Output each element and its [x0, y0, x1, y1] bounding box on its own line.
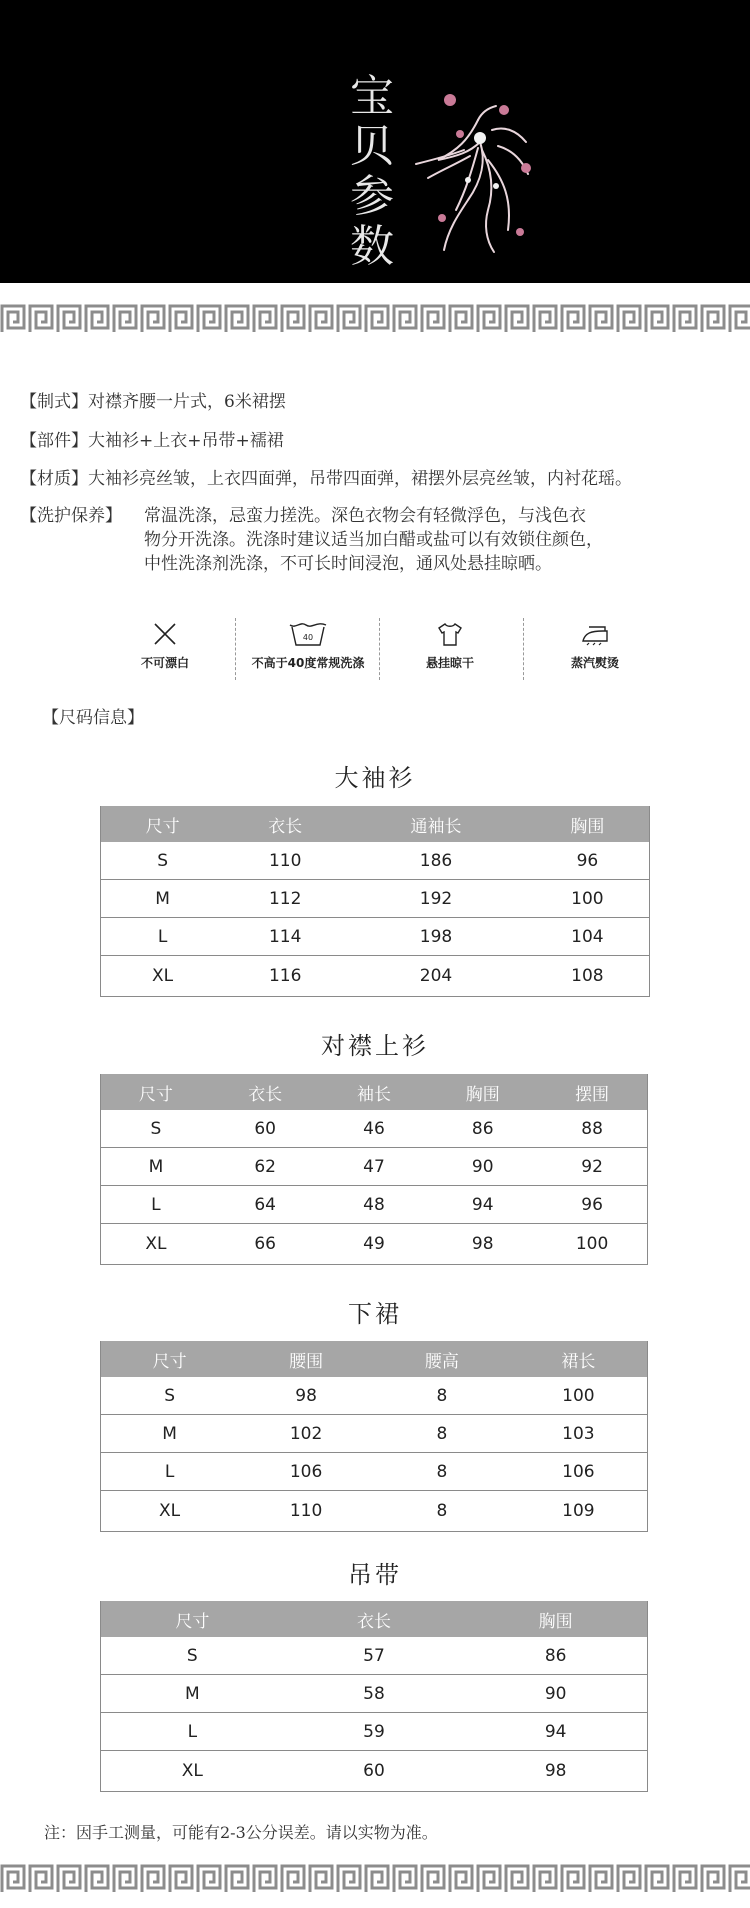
table-cell: 92	[537, 1148, 647, 1186]
table-row	[101, 1224, 648, 1265]
table-cell: L	[101, 1453, 239, 1491]
steam-iron-icon	[525, 614, 665, 654]
header-cell: 腰高	[374, 1341, 510, 1377]
table-row	[101, 880, 650, 918]
table-row	[101, 1110, 648, 1148]
table-header-row	[101, 1074, 648, 1110]
table-cell: 96	[526, 842, 650, 880]
page-title	[348, 72, 396, 272]
table-cell: 59	[284, 1713, 465, 1751]
header-cell: 衣长	[224, 806, 346, 842]
table-row	[101, 1377, 648, 1415]
table-row	[101, 1637, 648, 1675]
table-cell: 8	[374, 1453, 510, 1491]
wash-40-icon	[238, 614, 378, 654]
table-cell: 116	[224, 956, 346, 997]
table-title: 大袖衫	[334, 764, 416, 792]
header-cell: 尺寸	[101, 1074, 211, 1110]
table-header-row	[101, 806, 650, 842]
table-row	[101, 1491, 648, 1532]
table-cell: 109	[510, 1491, 648, 1532]
table-cell: L	[101, 1186, 211, 1224]
table-row	[101, 842, 650, 880]
svg-text:40: 40	[302, 633, 314, 642]
table-row	[101, 918, 650, 956]
table-cell: 47	[320, 1148, 429, 1186]
table-cell: XL	[101, 956, 225, 997]
table-cell: 108	[526, 956, 650, 997]
table-cell: 60	[284, 1751, 465, 1792]
title-char: 宝	[350, 71, 394, 122]
header-cell: 通袖长	[346, 806, 526, 842]
table-cell: 62	[211, 1148, 320, 1186]
table-cell: 98	[464, 1751, 647, 1792]
table-row	[101, 1148, 648, 1186]
table-title: 对襟上衫	[321, 1032, 429, 1060]
header-cell: 衣长	[211, 1074, 320, 1110]
table-cell: 96	[537, 1186, 647, 1224]
header-cell: 胸围	[428, 1074, 537, 1110]
table-cell: 90	[464, 1675, 647, 1713]
size-table-top	[100, 1074, 648, 1265]
header-cell: 袖长	[320, 1074, 429, 1110]
care-wash: 40 不高于40度常规洗涤	[238, 614, 378, 671]
table-row	[101, 1186, 648, 1224]
table-title: 下裙	[348, 1300, 402, 1328]
table-cell: 192	[346, 880, 526, 918]
care-no-bleach: 不可漂白	[95, 614, 235, 671]
table-row	[101, 1415, 648, 1453]
table-cell: 100	[537, 1224, 647, 1265]
table-row	[101, 1713, 648, 1751]
table-cell: XL	[101, 1491, 239, 1532]
table-cell: 94	[428, 1186, 537, 1224]
table-cell: M	[101, 1675, 284, 1713]
care-hang-dry: 悬挂晾干	[380, 614, 520, 671]
info-line-care: 【洗护保养】	[20, 506, 122, 526]
table-cell: 98	[238, 1377, 374, 1415]
size-table-camisole	[100, 1601, 648, 1792]
info-line-material: 【材质】大袖衫亮丝皱，上衣四面弹，吊带四面弹，裙摆外层亮丝皱，内衬花瑶。	[20, 469, 632, 489]
header-banner	[0, 0, 750, 283]
table-cell: 204	[346, 956, 526, 997]
table-cell: 90	[428, 1148, 537, 1186]
table-cell: 49	[320, 1224, 429, 1265]
table-cell: 57	[284, 1637, 465, 1675]
title-char: 贝	[350, 121, 394, 172]
table-cell: 98	[428, 1224, 537, 1265]
table-cell: 86	[428, 1110, 537, 1148]
table-cell: 8	[374, 1377, 510, 1415]
table-cell: 106	[510, 1453, 648, 1491]
header-cell: 尺寸	[101, 1601, 284, 1637]
table-cell: 103	[510, 1415, 648, 1453]
table-title: 吊带	[348, 1561, 402, 1589]
info-line-parts: 【部件】大袖衫+上衣+吊带+襦裙	[20, 431, 284, 451]
table-cell: 102	[238, 1415, 374, 1453]
table-row	[101, 1675, 648, 1713]
table-cell: 112	[224, 880, 346, 918]
table-cell: 106	[238, 1453, 374, 1491]
table-cell: M	[101, 880, 225, 918]
header-cell: 胸围	[464, 1601, 647, 1637]
table-cell: 104	[526, 918, 650, 956]
table-cell: 110	[224, 842, 346, 880]
header-cell: 胸围	[526, 806, 650, 842]
table-cell: XL	[101, 1751, 284, 1792]
table-cell: 66	[211, 1224, 320, 1265]
measurement-note: 注：因手工测量，可能有2-3公分误差。请以实物为准。	[44, 1823, 438, 1842]
size-table-skirt	[100, 1341, 648, 1532]
header-cell: 尺寸	[101, 806, 225, 842]
table-cell: 114	[224, 918, 346, 956]
table-cell: 86	[464, 1637, 647, 1675]
table-cell: XL	[101, 1224, 211, 1265]
header-cell: 腰围	[238, 1341, 374, 1377]
table-cell: 88	[537, 1110, 647, 1148]
header-cell: 尺寸	[101, 1341, 239, 1377]
table-cell: 64	[211, 1186, 320, 1224]
greek-key-border-top	[0, 302, 750, 336]
size-table-robe	[100, 806, 650, 997]
title-char: 数	[350, 221, 394, 272]
divider	[235, 618, 236, 680]
hang-dry-icon	[380, 614, 520, 654]
table-cell: 8	[374, 1491, 510, 1532]
info-line-format: 【制式】对襟齐腰一片式，6米裙摆	[20, 392, 286, 412]
table-cell: 186	[346, 842, 526, 880]
table-cell: S	[101, 1377, 239, 1415]
table-cell: 48	[320, 1186, 429, 1224]
table-cell: S	[101, 1110, 211, 1148]
title-char: 参	[350, 171, 394, 222]
table-cell: L	[101, 918, 225, 956]
table-header-row	[101, 1601, 648, 1637]
table-cell: M	[101, 1415, 239, 1453]
table-cell: 198	[346, 918, 526, 956]
table-cell: 94	[464, 1713, 647, 1751]
table-cell: 60	[211, 1110, 320, 1148]
phoenix-illustration	[408, 90, 538, 260]
table-row	[101, 1751, 648, 1792]
header-cell: 摆围	[537, 1074, 647, 1110]
table-row	[101, 1453, 648, 1491]
no-bleach-icon	[95, 614, 235, 654]
table-cell: 8	[374, 1415, 510, 1453]
header-cell: 衣长	[284, 1601, 465, 1637]
table-cell: 58	[284, 1675, 465, 1713]
greek-key-border-bottom	[0, 1862, 750, 1896]
table-cell: M	[101, 1148, 211, 1186]
table-row	[101, 956, 650, 997]
header-cell: 裙长	[510, 1341, 648, 1377]
care-instructions: 常温洗涤，忌蛮力搓洗。深色衣物会有轻微浮色，与浅色衣 物分开洗涤。洗涤时建议适当加白醋或盐可以有效锁住颜色， 中性洗涤剂洗涤，不可长时间浸泡，通风处悬挂晾晒。	[144, 506, 603, 574]
table-cell: L	[101, 1713, 284, 1751]
divider	[523, 618, 524, 680]
table-cell: S	[101, 1637, 284, 1675]
table-cell: 46	[320, 1110, 429, 1148]
size-section-label: 【尺码信息】	[42, 708, 144, 728]
care-steam-iron: 蒸汽熨烫	[525, 614, 665, 671]
table-header-row	[101, 1341, 648, 1377]
table-cell: 100	[510, 1377, 648, 1415]
table-cell: S	[101, 842, 225, 880]
table-cell: 100	[526, 880, 650, 918]
table-cell: 110	[238, 1491, 374, 1532]
